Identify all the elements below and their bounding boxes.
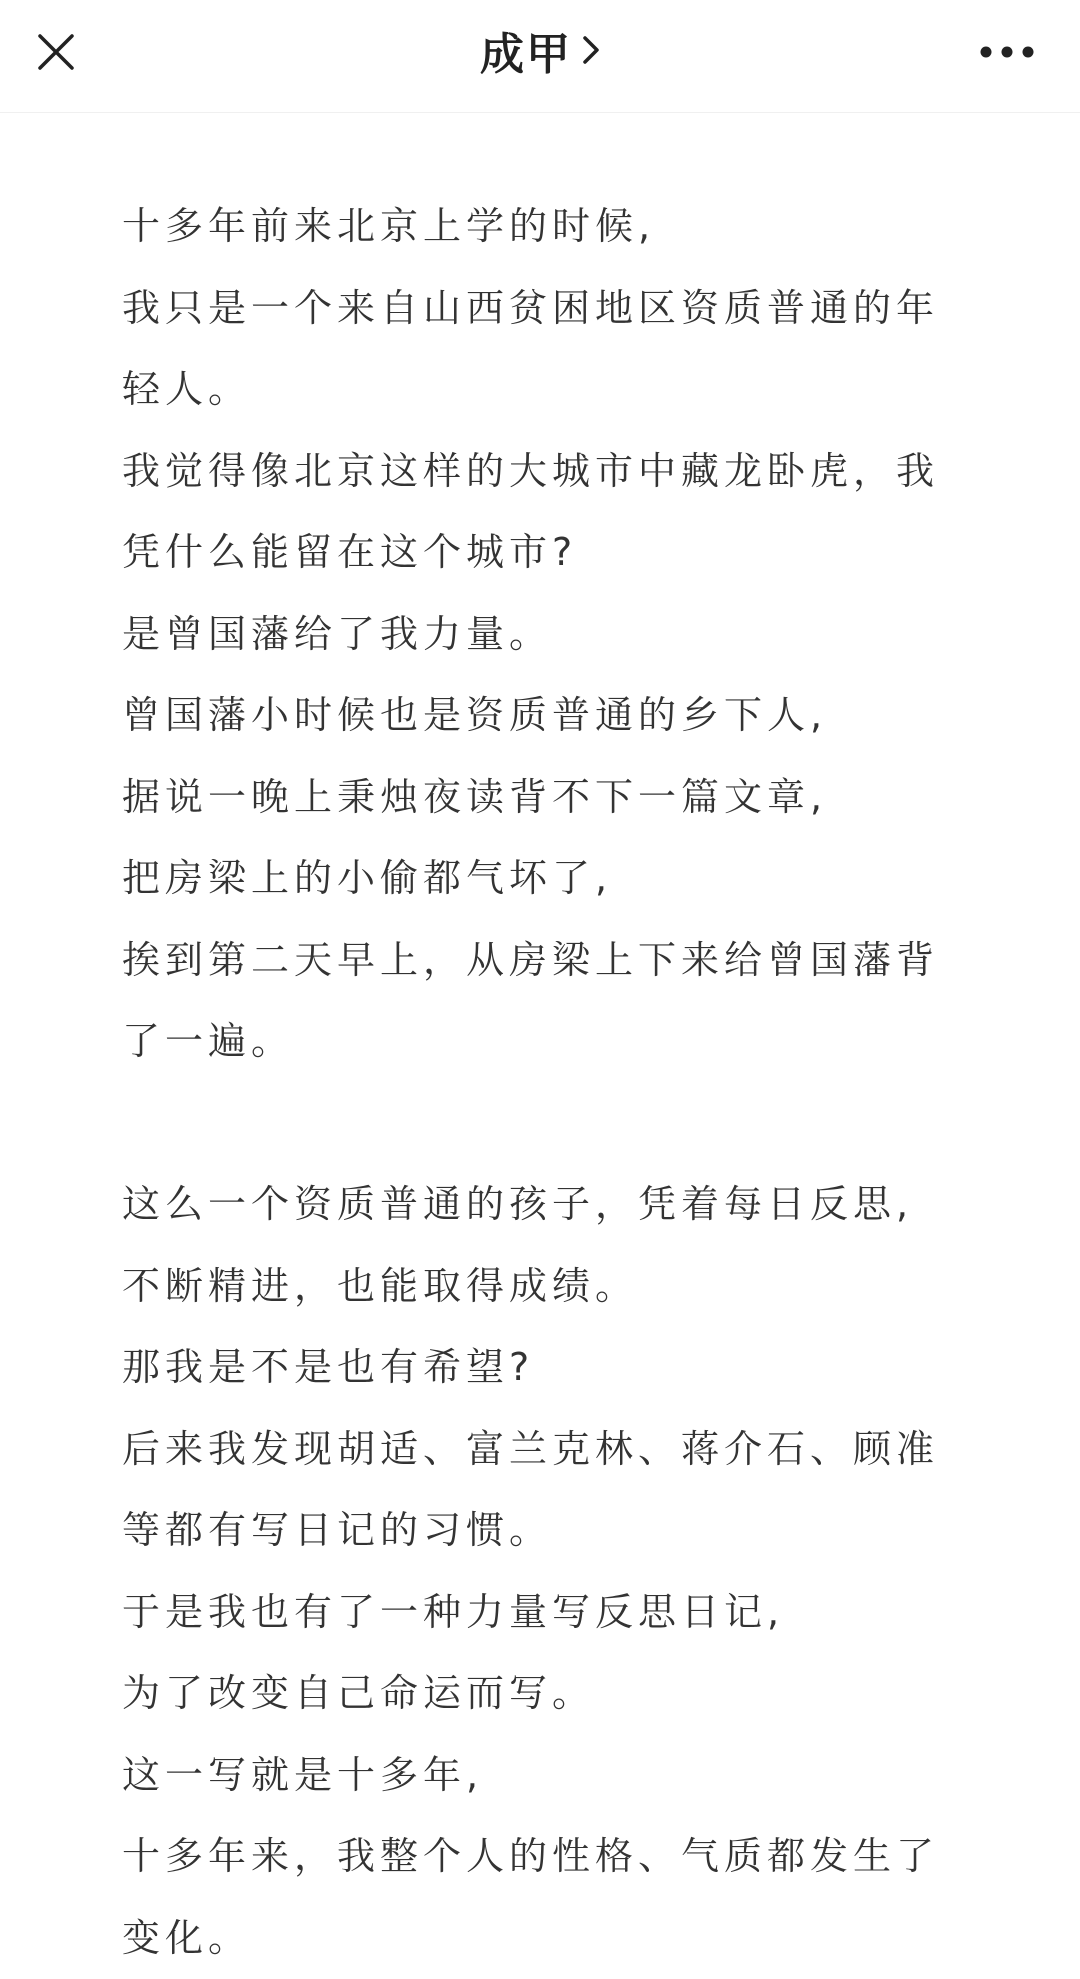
- article-line: 等都有写日记的习惯。: [122, 1490, 972, 1572]
- more-options-button[interactable]: [962, 22, 1052, 82]
- article-line: 这一写就是十多年,: [122, 1735, 972, 1817]
- article-line: 这么一个资质普通的孩子，凭着每日反思,: [122, 1164, 972, 1246]
- article-line: 曾国藩小时候也是资质普通的乡下人,: [122, 675, 972, 757]
- article-line: 十多年前来北京上学的时候,: [122, 186, 972, 268]
- article-line: 了一遍。: [122, 1001, 972, 1083]
- chevron-right-icon: [582, 35, 600, 65]
- article-line: 轻人。: [122, 349, 972, 431]
- top-nav-bar: [0, 0, 1080, 113]
- article-line: 我觉得像北京这样的大城市中藏龙卧虎，我: [122, 431, 972, 513]
- article-line: 我只是一个来自山西贫困地区资质普通的年: [122, 268, 972, 350]
- article-line: 于是我也有了一种力量写反思日记,: [122, 1572, 972, 1654]
- account-title-link[interactable]: [0, 20, 1080, 80]
- article-line: 凭什么能留在这个城市?: [122, 512, 972, 594]
- article-line: 变化。: [122, 1898, 972, 1979]
- article-line: 为了改变自己命运而写。: [122, 1653, 972, 1735]
- article-line: 把房梁上的小偷都气坏了,: [122, 838, 972, 920]
- more-horizontal-icon: [979, 45, 1035, 59]
- article-line: 据说一晚上秉烛夜读背不下一篇文章,: [122, 757, 972, 839]
- paragraph-break: [122, 1083, 972, 1165]
- article-line: 后来我发现胡适、富兰克林、蒋介石、顾准: [122, 1409, 972, 1491]
- article-line: 不断精进，也能取得成绩。: [122, 1246, 972, 1328]
- article-line: 那我是不是也有希望?: [122, 1327, 972, 1409]
- page-title: 成甲: [480, 18, 572, 82]
- article-body: [122, 186, 972, 1979]
- article-line: 挨到第二天早上，从房梁上下来给曾国藩背: [122, 920, 972, 1002]
- article-line: 是曾国藩给了我力量。: [122, 594, 972, 676]
- article-line: 十多年来，我整个人的性格、气质都发生了: [122, 1816, 972, 1898]
